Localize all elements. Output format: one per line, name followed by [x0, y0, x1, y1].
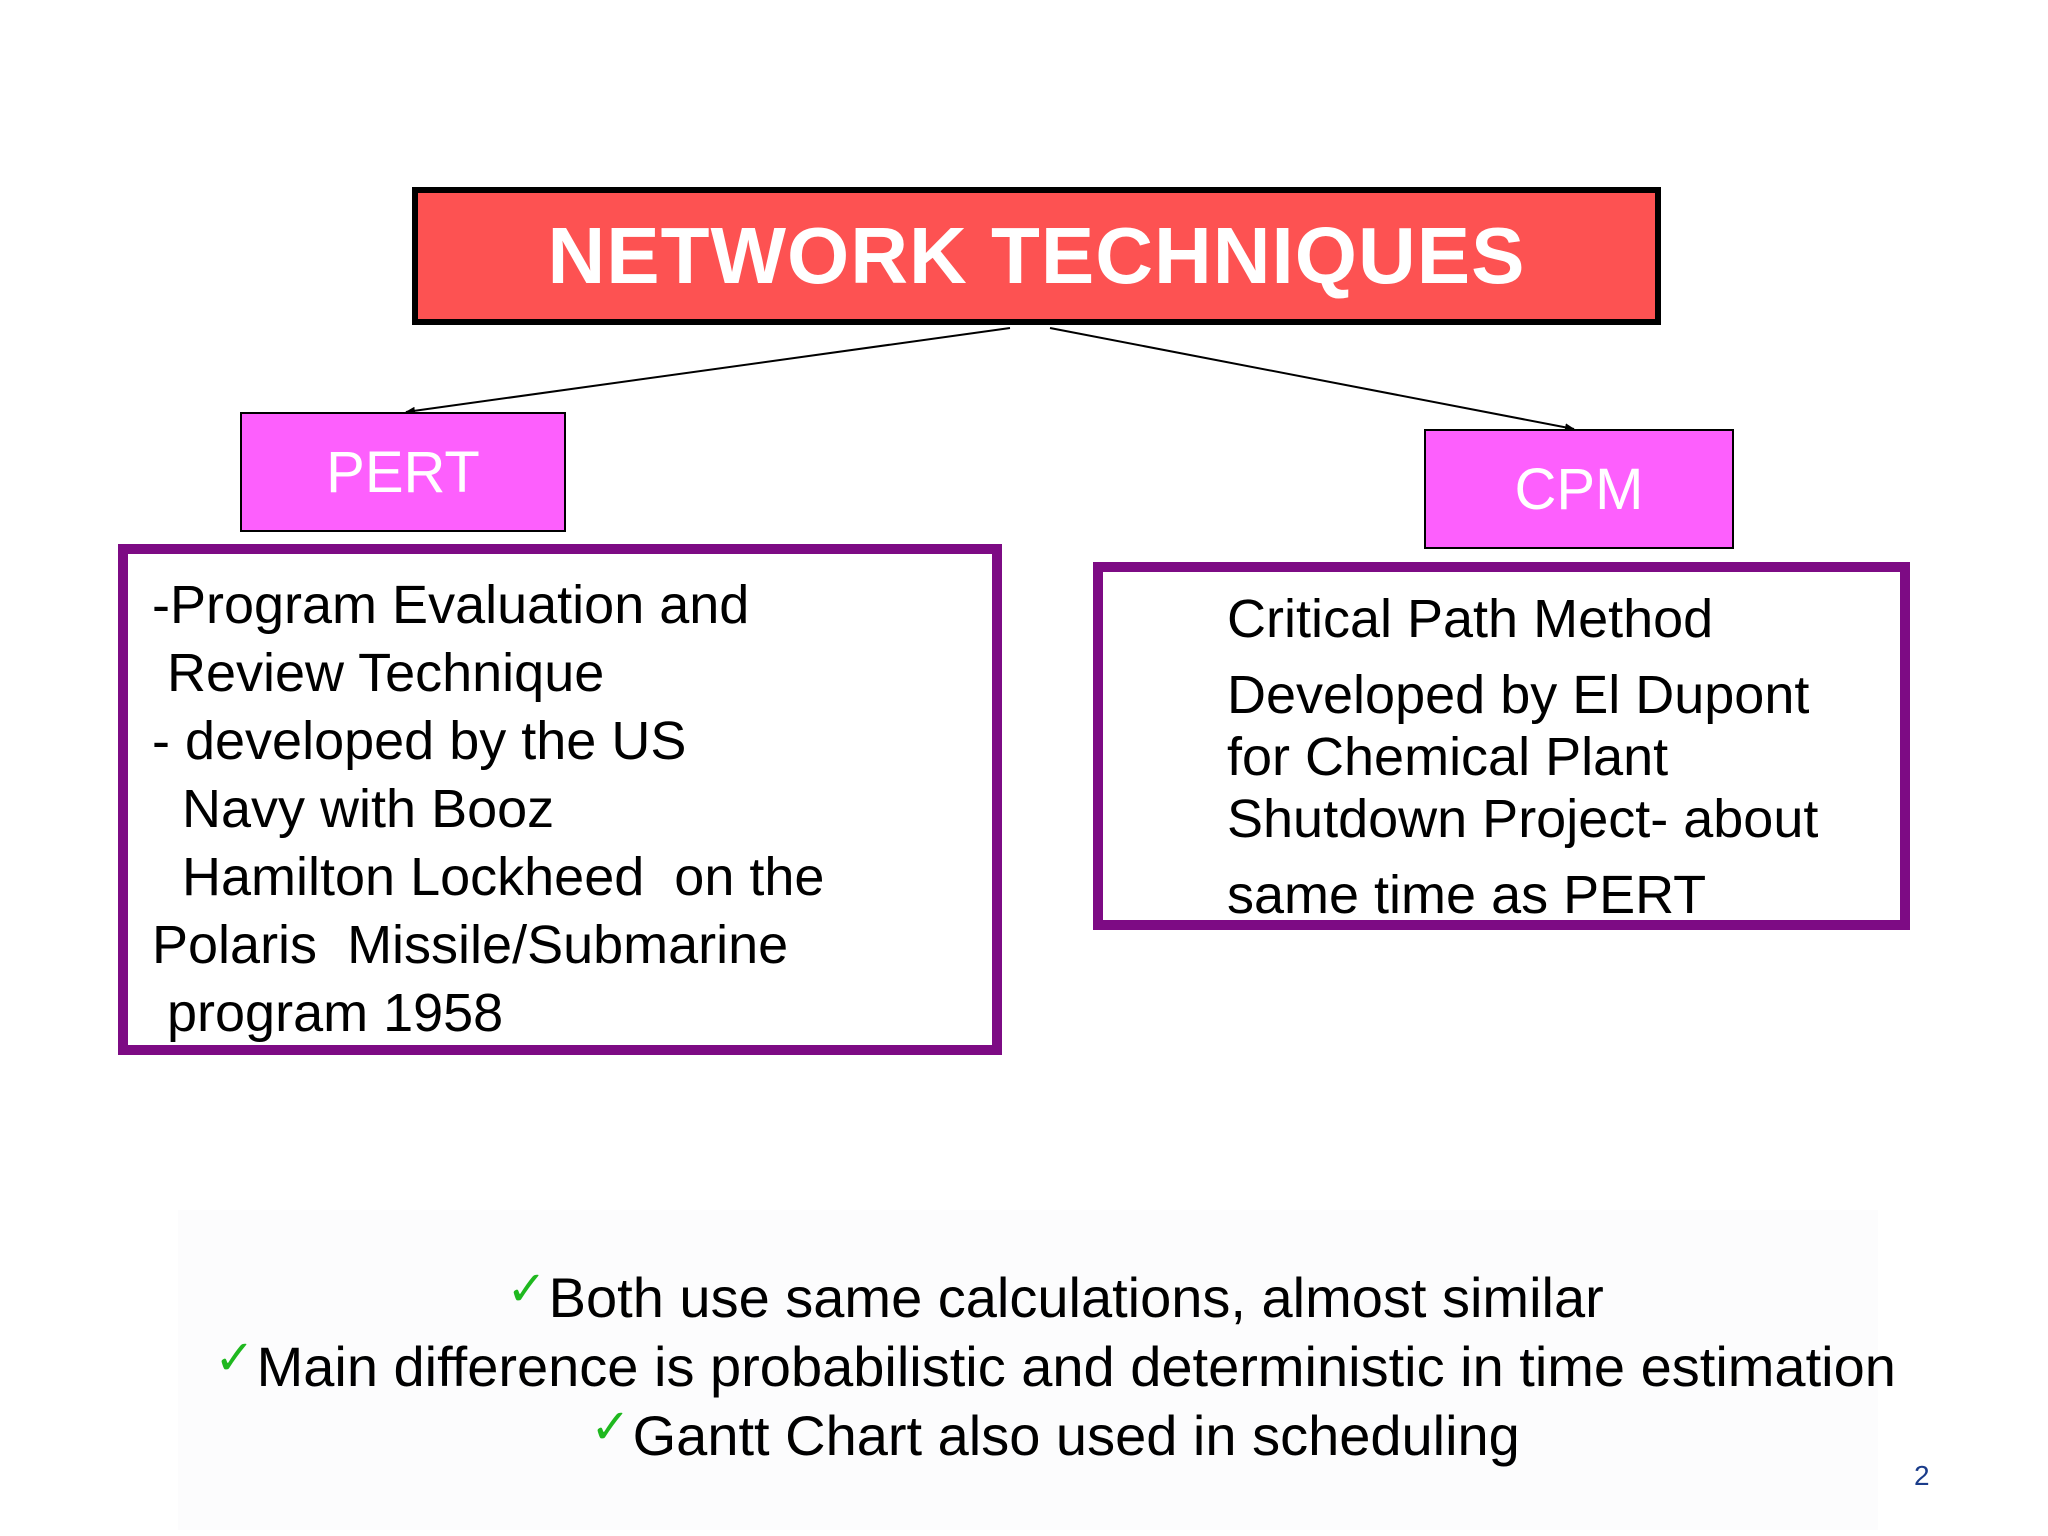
cpm-description-line: same time as PERT [1227, 865, 1707, 925]
pert-description-line: Navy with Booz [152, 779, 555, 839]
bullet-text: Main difference is probabilistic and deterministic in time estimation [256, 1335, 1896, 1398]
pert-node [240, 412, 566, 532]
cpm-node [1424, 429, 1734, 549]
cpm-description-line: Shutdown Project- about [1227, 789, 1819, 849]
cpm-node-label: CPM [1514, 456, 1644, 522]
page-number: 2 [1914, 1460, 1930, 1491]
bullet-text: Gantt Chart also used in scheduling [632, 1404, 1520, 1467]
checkmark-icon: ✓ [590, 1401, 631, 1454]
bullet-item [0, 1352, 2048, 1520]
pert-node-label: PERT [326, 439, 480, 505]
pert-description-line: program 1958 [152, 983, 504, 1043]
pert-description-line: - developed by the US [152, 711, 687, 771]
cpm-description-line: Developed by El Dupont [1227, 665, 1810, 725]
pert-description-line: -Program Evaluation and [152, 575, 750, 635]
pert-description-line: Polaris Missile/Submarine [152, 915, 789, 975]
title-box [412, 187, 1661, 325]
checkmark-icon: ✓ [214, 1332, 255, 1385]
arrow-to-cpm [1050, 328, 1574, 429]
cpm-description-box [1093, 562, 1910, 930]
pert-description-line: Review Technique [152, 643, 605, 703]
pert-description-line: Hamilton Lockheed on the [152, 847, 825, 907]
pert-description-box [118, 544, 1002, 1055]
title-text: NETWORK TECHNIQUES [547, 211, 1526, 300]
arrow-to-pert [406, 328, 1010, 412]
checkmark-icon: ✓ [506, 1263, 547, 1316]
bullet-text: Both use same calculations, almost similar [548, 1266, 1604, 1329]
cpm-description-line: for Chemical Plant [1227, 727, 1669, 787]
cpm-description-line: Critical Path Method [1227, 589, 1714, 649]
